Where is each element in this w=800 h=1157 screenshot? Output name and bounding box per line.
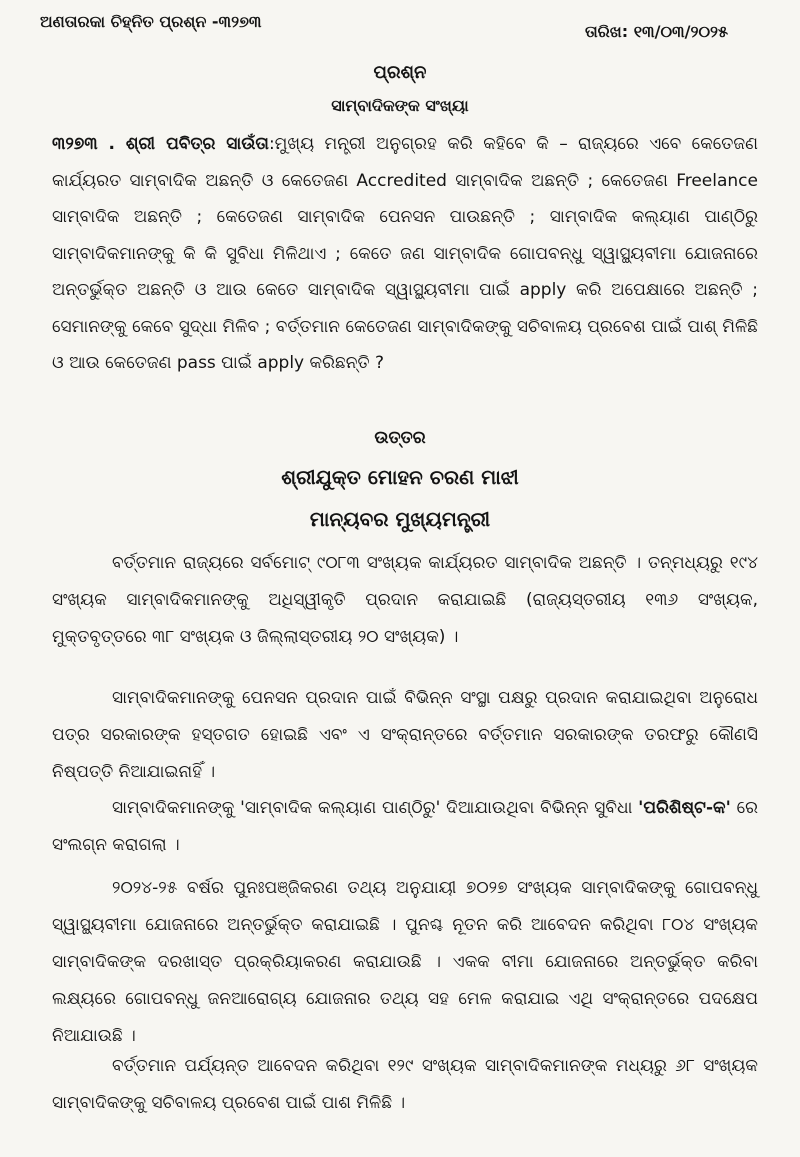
answer-paragraph-3-text-a: ସାମ୍ବାଦିକମାନଙ୍କୁ 'ସାମ୍ବାଦିକ କଲ୍ୟାଣ ପାଣ୍ଠିରୁ' ଦିଆଯାଉଥିବା ବିଭିନ୍ନ ସୁବିଧା [112, 798, 639, 818]
question-text: :ମୁଖ୍ୟ ମନ୍ତ୍ରୀ ଅନୁଗ୍ରହ କରି କହିବେ କି – ରାଜ୍ୟରେ ଏବେ କେତେଜଣ କାର୍ଯ୍ୟରତ ସାମ୍ବାଦିକ ଅଛନ୍ତି ଓ କେତେଜଣ Accredited ସାମ୍ବାଦିକ ଅଛନ୍ତି ; କେତେଜଣ Freelance ସାମ୍ବାଦିକ ଅଛନ୍ତି ; କେତେଜଣ ସାମ୍ବାଦିକ ପେନସନ ପାଉଛନ୍ତି ; ସାମ୍ବାଦିକ କଲ୍ୟାଣ ପାଣ୍ଠିରୁ ସାମ୍ବାଦିକମାନଙ୍କୁ କି କି ସୁବିଧା ମିଳିଥାଏ ; କେତେ ଜଣ ସାମ୍ବାଦିକ ଗୋପବନ୍ଧୁ ସ୍ୱାସ୍ଥ୍ୟବୀମା ଯୋଜନାରେ ଅନ୍ତର୍ଭୁକ୍ତ ଅଛନ୍ତି ଓ ଆଉ କେତେ ସାମ୍ବାଦିକ ସ୍ୱାସ୍ଥ୍ୟବୀମା ପାଇଁ apply କରି ଅପେକ୍ଷାରେ ଅଛନ୍ତି ; ସେମାନଙ୍କୁ କେବେ ସୁଦ୍ଧା ମିଳିବ ; ବର୍ତ୍ତମାନ କେତେଜଣ ସାମ୍ବାଦିକଙ୍କୁ ସଚିବାଳୟ ପ୍ରବେଶ ପାଇଁ ପାଶ୍ ମିଳିଛି ଓ ଆଉ କେତେଜଣ pass ପାଇଁ apply କରିଛନ୍ତି ? [52, 134, 759, 373]
minister-name: ଶ୍ରୀଯୁକ୍ତ ମୋହନ ଚରଣ ମାଝୀ [281, 465, 519, 489]
question-heading: ପ୍ରଶ୍ନ [373, 62, 427, 83]
answer-heading: ଉତ୍ତର [374, 428, 426, 448]
answer-paragraph-3 [52, 790, 758, 864]
question-body [52, 126, 758, 382]
answer-paragraph-3-text-b: ରେ ସଂଲଗ୍ନ କରାଗଲା । [52, 798, 759, 855]
answer-paragraph-2: ସାମ୍ବାଦିକମାନଙ୍କୁ ପେନସନ ପ୍ରଦାନ ପାଇଁ ବିଭିନ୍ନ ସଂସ୍ଥା ପକ୍ଷରୁ ପ୍ରଦାନ କରାଯାଇଥିବା ଅନୁରୋଧ ପତ୍ର ସରକାରଙ୍କ ହସ୍ତଗତ ହୋଇଛି ଏବଂ ଏ ସଂକ୍ରାନ୍ତରେ ବର୍ତ୍ତମାନ ସରକାରଙ୍କ ତରଫରୁ କୌଣସି ନିଷ୍ପତ୍ତି ନିଆଯାଇନାହିଁ । [52, 688, 758, 782]
question-reference: ଅଣତାରକା ଚିହ୍ନିତ ପ୍ରଶ୍ନ -୩୨୭୩ [40, 12, 262, 31]
question-number-and-member: ୩୨୭୩ . ଶ୍ରୀ ପବିତ୍ର ସାଉଁତା [52, 134, 269, 154]
answer-paragraph-5: ବର୍ତ୍ତମାନ ପର୍ଯ୍ୟନ୍ତ ଆବେଦନ କରିଥିବା ୧୨୯ ସଂଖ୍ୟକ ସାମ୍ବାଦିକମାନଙ୍କ ମଧ୍ୟରୁ ୬୮ ସଂଖ୍ୟକ ସାମ୍ବାଦିକଙ୍କୁ ସଚିବାଳୟ ପ୍ରବେଶ ପାଇଁ ପାଶ ମିଳିଛି । [52, 1056, 758, 1113]
answer-paragraph-4: ୨୦୨୪-୨୫ ବର୍ଷର ପୁନଃପଞ୍ଜିକରଣ ତଥ୍ୟ ଅନୁଯାୟୀ ୭୦୨୭ ସଂଖ୍ୟକ ସାମ୍ବାଦିକଙ୍କୁ ଗୋପବନ୍ଧୁ ସ୍ୱାସ୍ଥ୍ୟବୀମା ଯୋଜନାରେ ଅନ୍ତର୍ଭୁକ୍ତ କରାଯାଇଛି । ପୁନଶ୍ଚ ନୂତନ କରି ଆବେଦନ କରିଥିବା ୮୦୪ ସଂଖ୍ୟକ ସାମ୍ବାଦିକଙ୍କ ଦରଖାସ୍ତ ପ୍ରକ୍ରିୟାକରଣ କରାଯାଉଛି । ଏକକ ବୀମା ଯୋଜନାରେ ଅନ୍ତର୍ଭୁକ୍ତ କରିବା ଲକ୍ଷ୍ୟରେ ଗୋପବନ୍ଧୁ ଜନଆରୋଗ୍ୟ ଯୋଜନାର ତଥ୍ୟ ସହ ମେଳ କରାଯାଇ ଏଥି ସଂକ୍ରାନ୍ତରେ ପଦକ୍ଷେପ ନିଆଯାଉଛି । [52, 878, 758, 1046]
document-date: ତାରିଖ: ୧୩/୦୩/୨୦୨୫ [584, 22, 728, 41]
minister-title: ମାନ୍ୟବର ମୁଖ୍ୟମନ୍ତ୍ରୀ [309, 507, 491, 531]
answer-paragraph-1: ବର୍ତ୍ତମାନ ରାଜ୍ୟରେ ସର୍ବମୋଟ୍ ୯୦୮୩ ସଂଖ୍ୟକ କାର୍ଯ୍ୟରତ ସାମ୍ବାଦିକ ଅଛନ୍ତି । ତନ୍ମଧ୍ୟରୁ ୧୯୪ ସଂଖ୍ୟକ ସାମ୍ବାଦିକମାନଙ୍କୁ ଅଧିସ୍ୱୀକୃତି ପ୍ରଦାନ କରାଯାଇଛି (ରାଜ୍ୟସ୍ତରୀୟ ୧୩୬ ସଂଖ୍ୟକ, ମୁକ୍ତବୃତ୍ତରେ ୩୮ ସଂଖ୍ୟକ ଓ ଜିଲ୍ଲାସ୍ତରୀୟ ୨୦ ସଂଖ୍ୟକ) । [52, 553, 758, 647]
annexure-reference: 'ପରିଶିଷ୍ଟ-କ' [638, 798, 731, 818]
subject-heading: ସାମ୍ବାଦିକଙ୍କ ସଂଖ୍ୟା [331, 96, 469, 115]
